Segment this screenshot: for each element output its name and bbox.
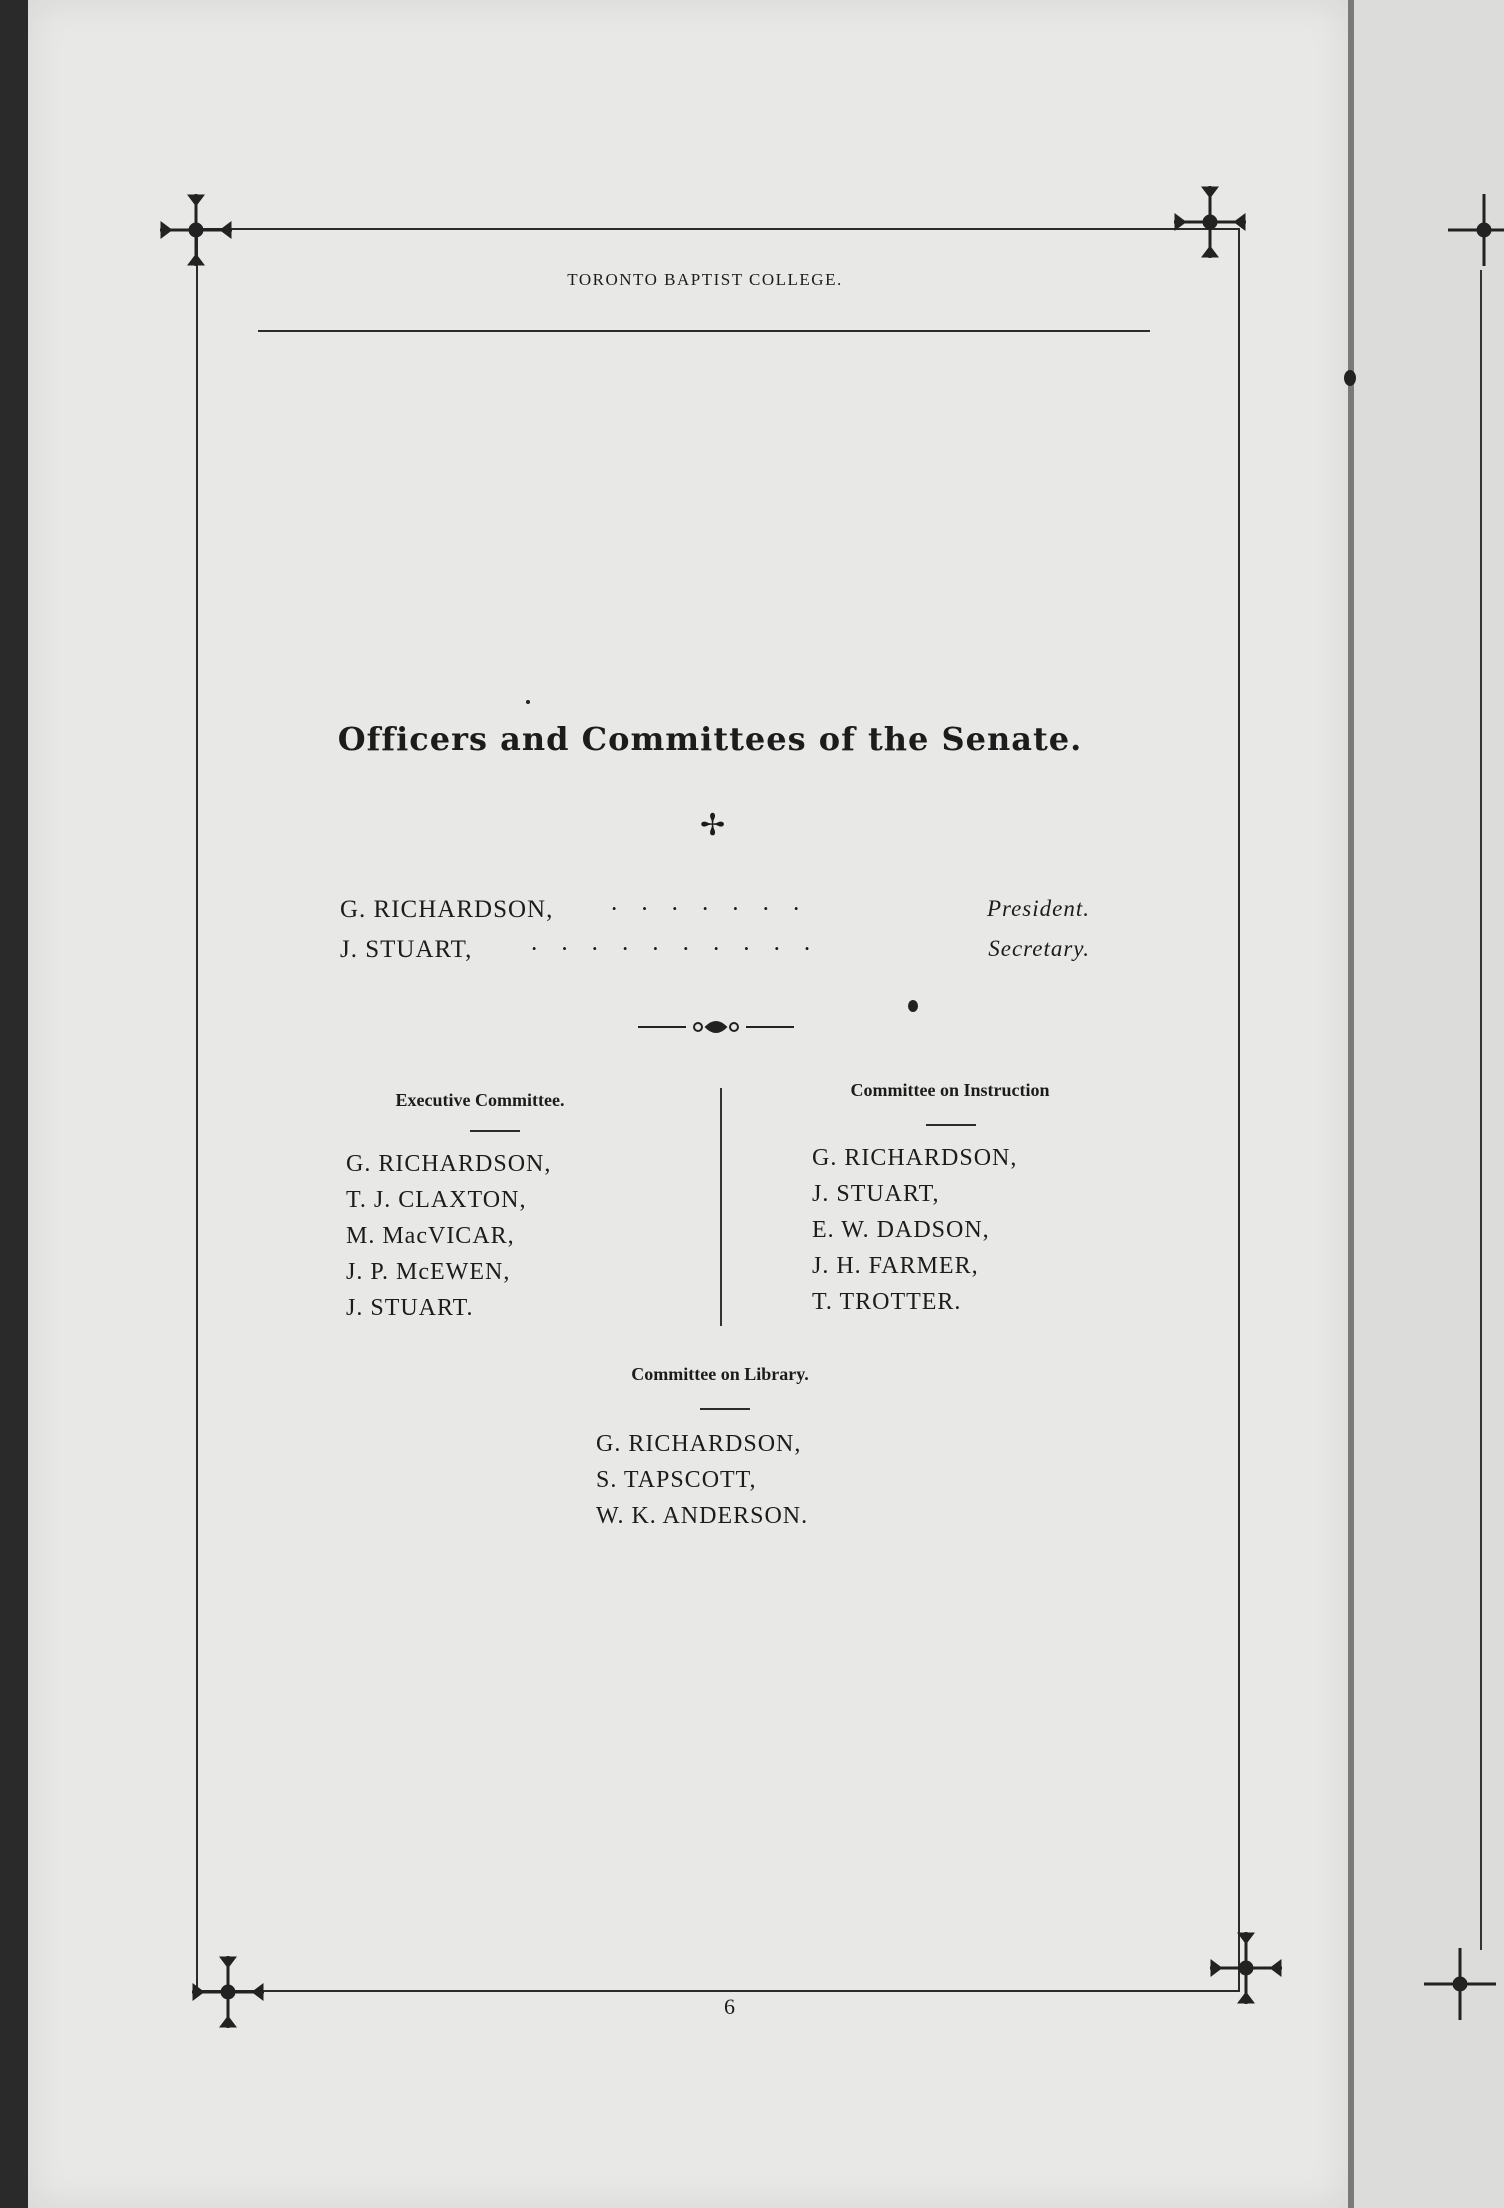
instruction-member-list: [812, 1140, 1017, 1320]
heading-rule: [700, 1408, 750, 1410]
corner-ornament-icon: [1420, 1944, 1500, 2024]
facing-page-rule: [1480, 270, 1482, 1950]
heading-rule: [470, 1130, 520, 1132]
officer-row: [340, 896, 1090, 936]
dagger-icon: ✢: [700, 809, 726, 842]
corner-ornament-icon: [1206, 1928, 1286, 2008]
list-item: E. W. DADSON,: [812, 1217, 990, 1243]
list-item: J. P. McEWEN,: [346, 1259, 511, 1285]
corner-ornament-icon: [1444, 190, 1504, 270]
header-rule: [258, 330, 1150, 332]
list-item: T. TROTTER.: [812, 1289, 962, 1315]
page-number: 6: [724, 1994, 735, 2019]
officer-name: G. RICHARDSON,: [340, 896, 554, 923]
committee-heading: Committee on Library.: [631, 1364, 809, 1384]
officer-role: Secretary.: [988, 936, 1090, 961]
list-item: J. STUART,: [812, 1181, 940, 1207]
column-divider: [720, 1088, 722, 1326]
list-item: T. J. CLAXTON,: [346, 1187, 527, 1213]
officer-name: J. STUART,: [340, 936, 473, 963]
list-item: S. TAPSCOTT,: [596, 1467, 757, 1493]
list-item: W. K. ANDERSON.: [596, 1503, 809, 1529]
ink-speck: [908, 1000, 918, 1012]
page-title: Officers and Committees of the Senate.: [337, 720, 1083, 758]
heading-rule: [926, 1124, 976, 1126]
library-member-list: [596, 1426, 808, 1534]
list-item: J. H. FARMER,: [812, 1253, 979, 1279]
leader-dots: ··········: [530, 936, 834, 963]
officer-role: President.: [986, 896, 1090, 921]
corner-ornament-icon: [188, 1952, 268, 2032]
running-head: TORONTO BAPTIST COLLEGE.: [567, 270, 843, 289]
officer-row: [340, 936, 1090, 976]
leader-dots: ·······: [610, 896, 823, 923]
list-item: M. MacVICAR,: [346, 1223, 515, 1249]
executive-member-list: [346, 1146, 551, 1326]
corner-ornament-icon: [1170, 182, 1250, 262]
scroll-divider-icon: [636, 1012, 796, 1042]
list-item: G. RICHARDSON,: [596, 1431, 802, 1457]
ink-speck: [1344, 370, 1356, 386]
corner-ornament-icon: [156, 190, 236, 270]
ink-speck: [526, 700, 530, 704]
list-item: G. RICHARDSON,: [346, 1151, 552, 1177]
committee-heading: Committee on Instruction: [850, 1080, 1050, 1100]
list-item: G. RICHARDSON,: [812, 1145, 1018, 1171]
list-item: J. STUART.: [346, 1295, 474, 1321]
committee-heading: Executive Committee.: [395, 1090, 565, 1110]
